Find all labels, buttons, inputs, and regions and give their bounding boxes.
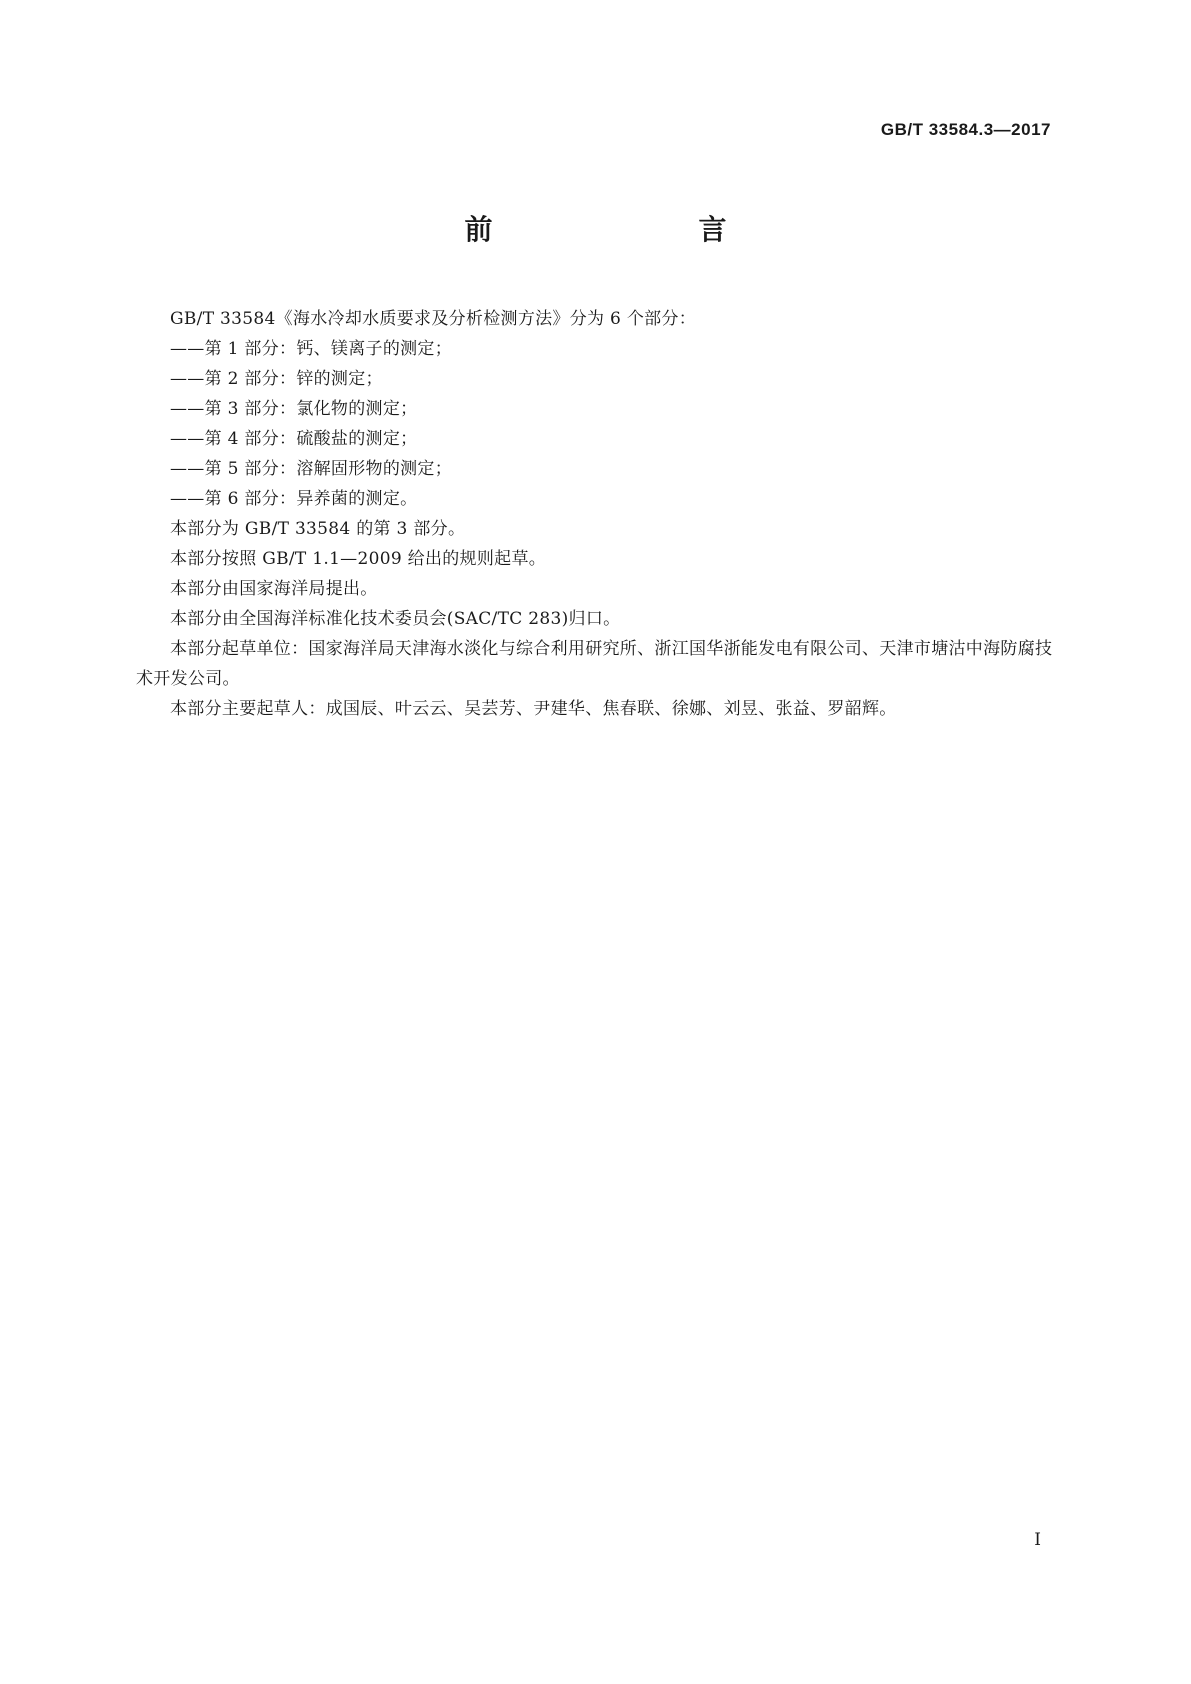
paragraph-proposer: 本部分由国家海洋局提出。 — [170, 579, 378, 599]
list-item-part-1: ——第 1 部分：钙、镁离子的测定； — [170, 339, 453, 359]
foreword-body — [136, 304, 1053, 724]
list-item-part-3: ——第 3 部分：氯化物的测定； — [170, 399, 418, 419]
list-item-part-5: ——第 5 部分：溶解固形物的测定； — [170, 459, 453, 479]
paragraph-drafting-units: 本部分起草单位：国家海洋局天津海水淡化与综合利用研究所、浙江国华浙能发电有限公司、天津市塘沽中海防腐技术开发公司。 — [136, 639, 1053, 689]
list-item-part-6: ——第 6 部分：异养菌的测定。 — [170, 489, 418, 509]
page-number: I — [1034, 1530, 1041, 1550]
paragraph-intro: GB/T 33584《海水冷却水质要求及分析检测方法》分为 6 个部分： — [170, 309, 697, 329]
page-title: 前 言 — [464, 213, 777, 246]
standard-code: GB/T 33584.3—2017 — [880, 120, 1051, 139]
list-item-part-4: ——第 4 部分：硫酸盐的测定； — [170, 429, 418, 449]
paragraph-part-statement: 本部分为 GB/T 33584 的第 3 部分。 — [170, 519, 466, 539]
list-item-part-2: ——第 2 部分：锌的测定； — [170, 369, 383, 389]
paragraph-drafting-rules: 本部分按照 GB/T 1.1—2009 给出的规则起草。 — [170, 549, 547, 569]
paragraph-drafters: 本部分主要起草人：成国辰、叶云云、吴芸芳、尹建华、焦春联、徐娜、刘昱、张益、罗韶辉。 — [170, 699, 897, 719]
paragraph-technical-committee: 本部分由全国海洋标准化技术委员会(SAC/TC 283)归口。 — [170, 609, 621, 629]
